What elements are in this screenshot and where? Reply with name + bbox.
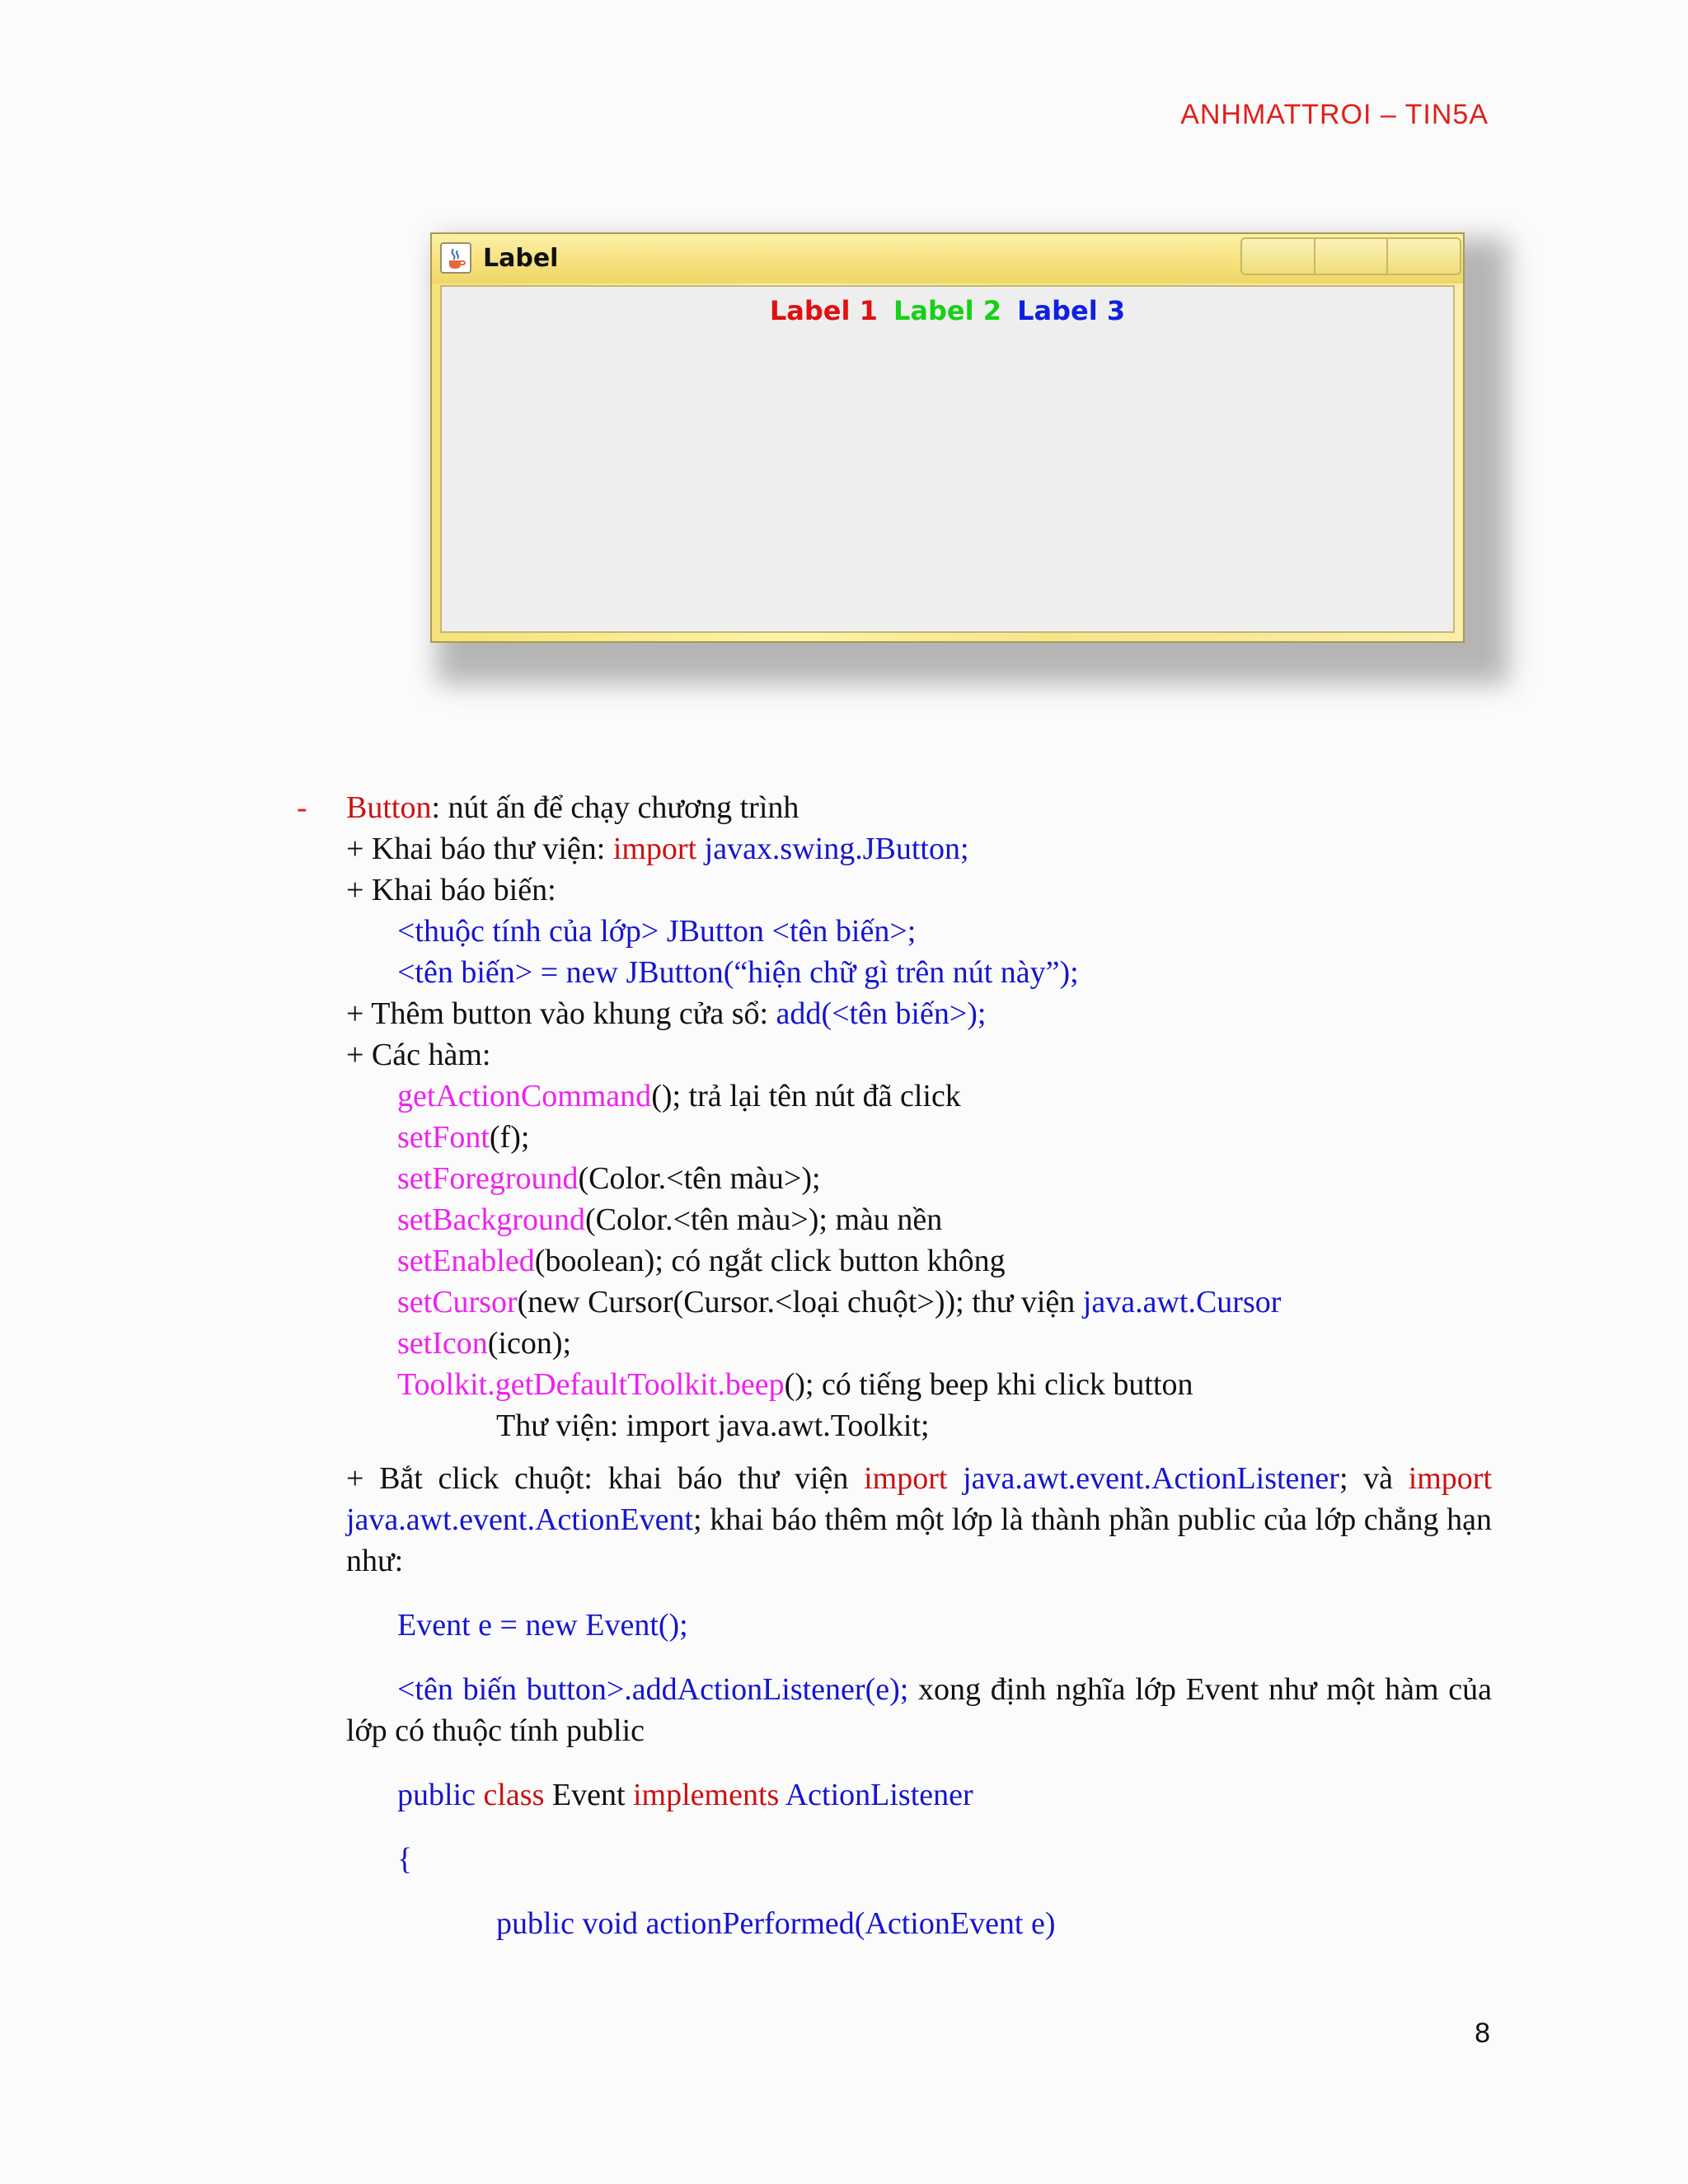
func-item bbox=[297, 1076, 1492, 1117]
maximize-button bbox=[1315, 239, 1389, 274]
method-signature: public void actionPerformed(ActionEvent e) bbox=[496, 1906, 1056, 1941]
add-label: + Thêm button vào khung cửa sổ: bbox=[346, 996, 776, 1031]
java-coffee-icon bbox=[440, 242, 471, 274]
click-import-1: import bbox=[864, 1461, 948, 1496]
func-rest: (icon); bbox=[487, 1326, 572, 1361]
func-name: Toolkit.getDefaultToolkit.beep bbox=[397, 1367, 785, 1402]
window-titlebar bbox=[432, 234, 1463, 284]
listener-paragraph bbox=[297, 1669, 1492, 1751]
add-button-line bbox=[297, 993, 1492, 1034]
func-rest: (); trả lại tên nút đã click bbox=[651, 1079, 961, 1113]
button-description: : nút ấn để chạy chương trình bbox=[431, 790, 799, 825]
listener-text: xong định nghĩa lớp Event như một hàm của lớp có thuộc tính public bbox=[346, 1672, 1492, 1748]
variable-label: + Khai báo biến: bbox=[346, 873, 556, 907]
func-item bbox=[297, 1117, 1492, 1158]
minimize-button bbox=[1242, 239, 1315, 274]
click-text-2: ; và bbox=[1339, 1461, 1409, 1496]
click-paragraph bbox=[297, 1458, 1492, 1582]
event-instantiation: Event e = new Event(); bbox=[397, 1608, 688, 1643]
listener-code: <tên biến button>.addActionListener(e); bbox=[397, 1672, 909, 1707]
document-body bbox=[297, 787, 1492, 1944]
func-name: setEnabled bbox=[397, 1244, 535, 1278]
close-button bbox=[1388, 239, 1460, 274]
func-name: setFont bbox=[397, 1120, 490, 1155]
func-rest: (new Cursor(Cursor.<loại chuột>)); thư viện bbox=[517, 1285, 1083, 1319]
func-extra: java.awt.Cursor bbox=[1082, 1285, 1282, 1319]
click-package-2: java.awt.event.ActionEvent bbox=[346, 1502, 694, 1537]
class-declaration bbox=[297, 1774, 1492, 1816]
func-item bbox=[297, 1323, 1492, 1364]
page-header: ANHMATTROI – TIN5A bbox=[1180, 99, 1489, 130]
library-label: + Khai báo thư viện: bbox=[346, 832, 613, 866]
func-item bbox=[297, 1282, 1492, 1323]
func-item bbox=[297, 1240, 1492, 1282]
func-name: setIcon bbox=[397, 1326, 488, 1361]
func-name: setCursor bbox=[397, 1285, 518, 1319]
button-term: Button bbox=[346, 790, 432, 825]
page-number: 8 bbox=[1475, 2018, 1490, 2049]
library-import-keyword: import bbox=[612, 832, 697, 866]
func-rest: (boolean); có ngắt click button không bbox=[534, 1244, 1006, 1278]
variable-init: <tên biến> = new JButton(“hiện chữ gì trên nút này”); bbox=[397, 955, 1079, 990]
click-import-2: import bbox=[1408, 1461, 1493, 1496]
func-item bbox=[297, 1158, 1492, 1199]
click-package-1: java.awt.event.ActionListener bbox=[947, 1461, 1339, 1496]
window-content-pane bbox=[440, 285, 1455, 633]
func-name: getActionCommand bbox=[397, 1079, 652, 1113]
func-name: setBackground bbox=[397, 1202, 585, 1237]
click-text-3: ; khai báo thêm một lớp là thành phần public của lớp chẳng hạn như: bbox=[346, 1502, 1492, 1578]
func-rest: (); có tiếng beep khi click button bbox=[784, 1367, 1193, 1402]
window-control-buttons bbox=[1240, 237, 1461, 275]
func-rest: (Color.<tên màu>); bbox=[578, 1161, 821, 1196]
class-public-keyword: public bbox=[397, 1778, 476, 1812]
func-rest: (f); bbox=[489, 1120, 530, 1155]
click-text-1: + Bắt click chuột: khai báo thư viện bbox=[346, 1461, 865, 1496]
func-item bbox=[297, 1199, 1492, 1240]
implements-keyword: implements bbox=[625, 1778, 780, 1812]
functions-label: + Các hàm: bbox=[346, 1038, 491, 1072]
jlabel-row bbox=[442, 295, 1453, 326]
button-heading bbox=[297, 787, 1492, 828]
interface-name: ActionListener bbox=[779, 1778, 973, 1812]
func-name: setForeground bbox=[397, 1161, 579, 1196]
window-title: Label bbox=[483, 244, 559, 273]
add-code: add(<tên biến>); bbox=[776, 996, 987, 1031]
func-item bbox=[297, 1364, 1492, 1405]
class-keyword: class bbox=[475, 1778, 545, 1812]
jlabel-1: Label 1 bbox=[769, 295, 878, 326]
library-line bbox=[297, 828, 1492, 869]
library-package: javax.swing.JButton; bbox=[696, 832, 969, 866]
toolkit-library: Thư viện: import java.awt.Toolkit; bbox=[496, 1408, 930, 1443]
list-dash: - bbox=[297, 790, 307, 825]
jlabel-2: Label 2 bbox=[893, 295, 1001, 326]
func-rest: (Color.<tên màu>); màu nền bbox=[584, 1202, 943, 1237]
variable-declaration: <thuộc tính của lớp> JButton <tên biến>; bbox=[397, 914, 917, 949]
java-window-screenshot bbox=[430, 232, 1465, 643]
open-brace: { bbox=[397, 1842, 413, 1877]
class-name: Event bbox=[544, 1778, 626, 1812]
jlabel-3: Label 3 bbox=[1017, 295, 1126, 326]
